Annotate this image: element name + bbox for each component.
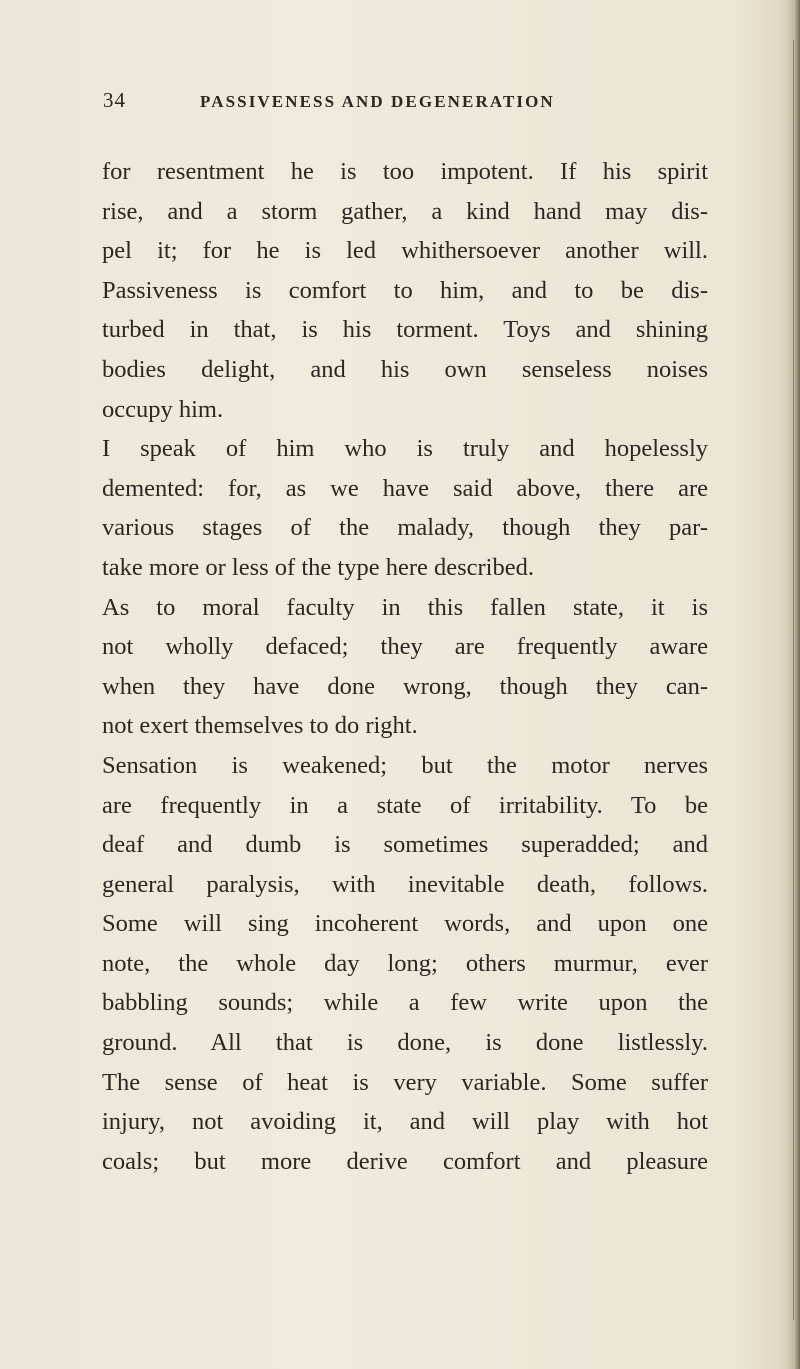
text-line: babbling sounds; while a few write upon the [102, 989, 708, 1017]
text-line: are frequently in a state of irritability. To be [102, 791, 708, 819]
text-line: The sense of heat is very variable. Some suffer [102, 1068, 708, 1096]
text-line: occupy him. [102, 395, 224, 423]
running-head [103, 88, 703, 118]
text-line: Some will sing incoherent words, and upon one [102, 910, 708, 938]
text-line: As to moral faculty in this fallen state, it is [102, 593, 708, 621]
text-line: Passiveness is comfort to him, and to be dis- [102, 276, 708, 304]
text-line: when they have done wrong, though they can- [102, 672, 708, 700]
text-line: for resentment he is too impotent. If his spirit [102, 158, 708, 185]
text-line: ground. All that is done, is done listlessly. [102, 1029, 708, 1057]
text-line: pel it; for he is led whithersoever another will. [102, 237, 708, 265]
text-line: I speak of him who is truly and hopelessly [102, 435, 708, 463]
body-text [102, 152, 762, 1181]
page-edge-line [793, 40, 794, 1320]
text-line: Sensation is weakened; but the motor nerves [102, 751, 708, 779]
text-line: general paralysis, with inevitable death, follows. [102, 870, 708, 898]
text-line: not wholly defaced; they are frequently aware [102, 633, 708, 661]
text-line: coals; but more derive comfort and pleasure [102, 1147, 708, 1175]
text-line: demented: for, as we have said above, there are [102, 474, 708, 502]
text-line: various stages of the malady, though they par- [102, 514, 708, 542]
running-title: PASSIVENESS AND DEGENERATION [200, 92, 555, 111]
text-line: turbed in that, is his torment. Toys and shining [102, 316, 708, 344]
text-line: note, the whole day long; others murmur, ever [102, 949, 708, 977]
text-line: rise, and a storm gather, a kind hand may dis- [102, 197, 708, 225]
text-line: take more or less of the type here described. [102, 553, 534, 581]
text-line: deaf and dumb is sometimes superadded; and [102, 831, 708, 859]
text-line: bodies delight, and his own senseless noises [102, 355, 708, 383]
text-line: injury, not avoiding it, and will play with hot [102, 1108, 708, 1136]
page-number: 34 [103, 88, 126, 112]
text-line: not exert themselves to do right. [102, 712, 418, 740]
